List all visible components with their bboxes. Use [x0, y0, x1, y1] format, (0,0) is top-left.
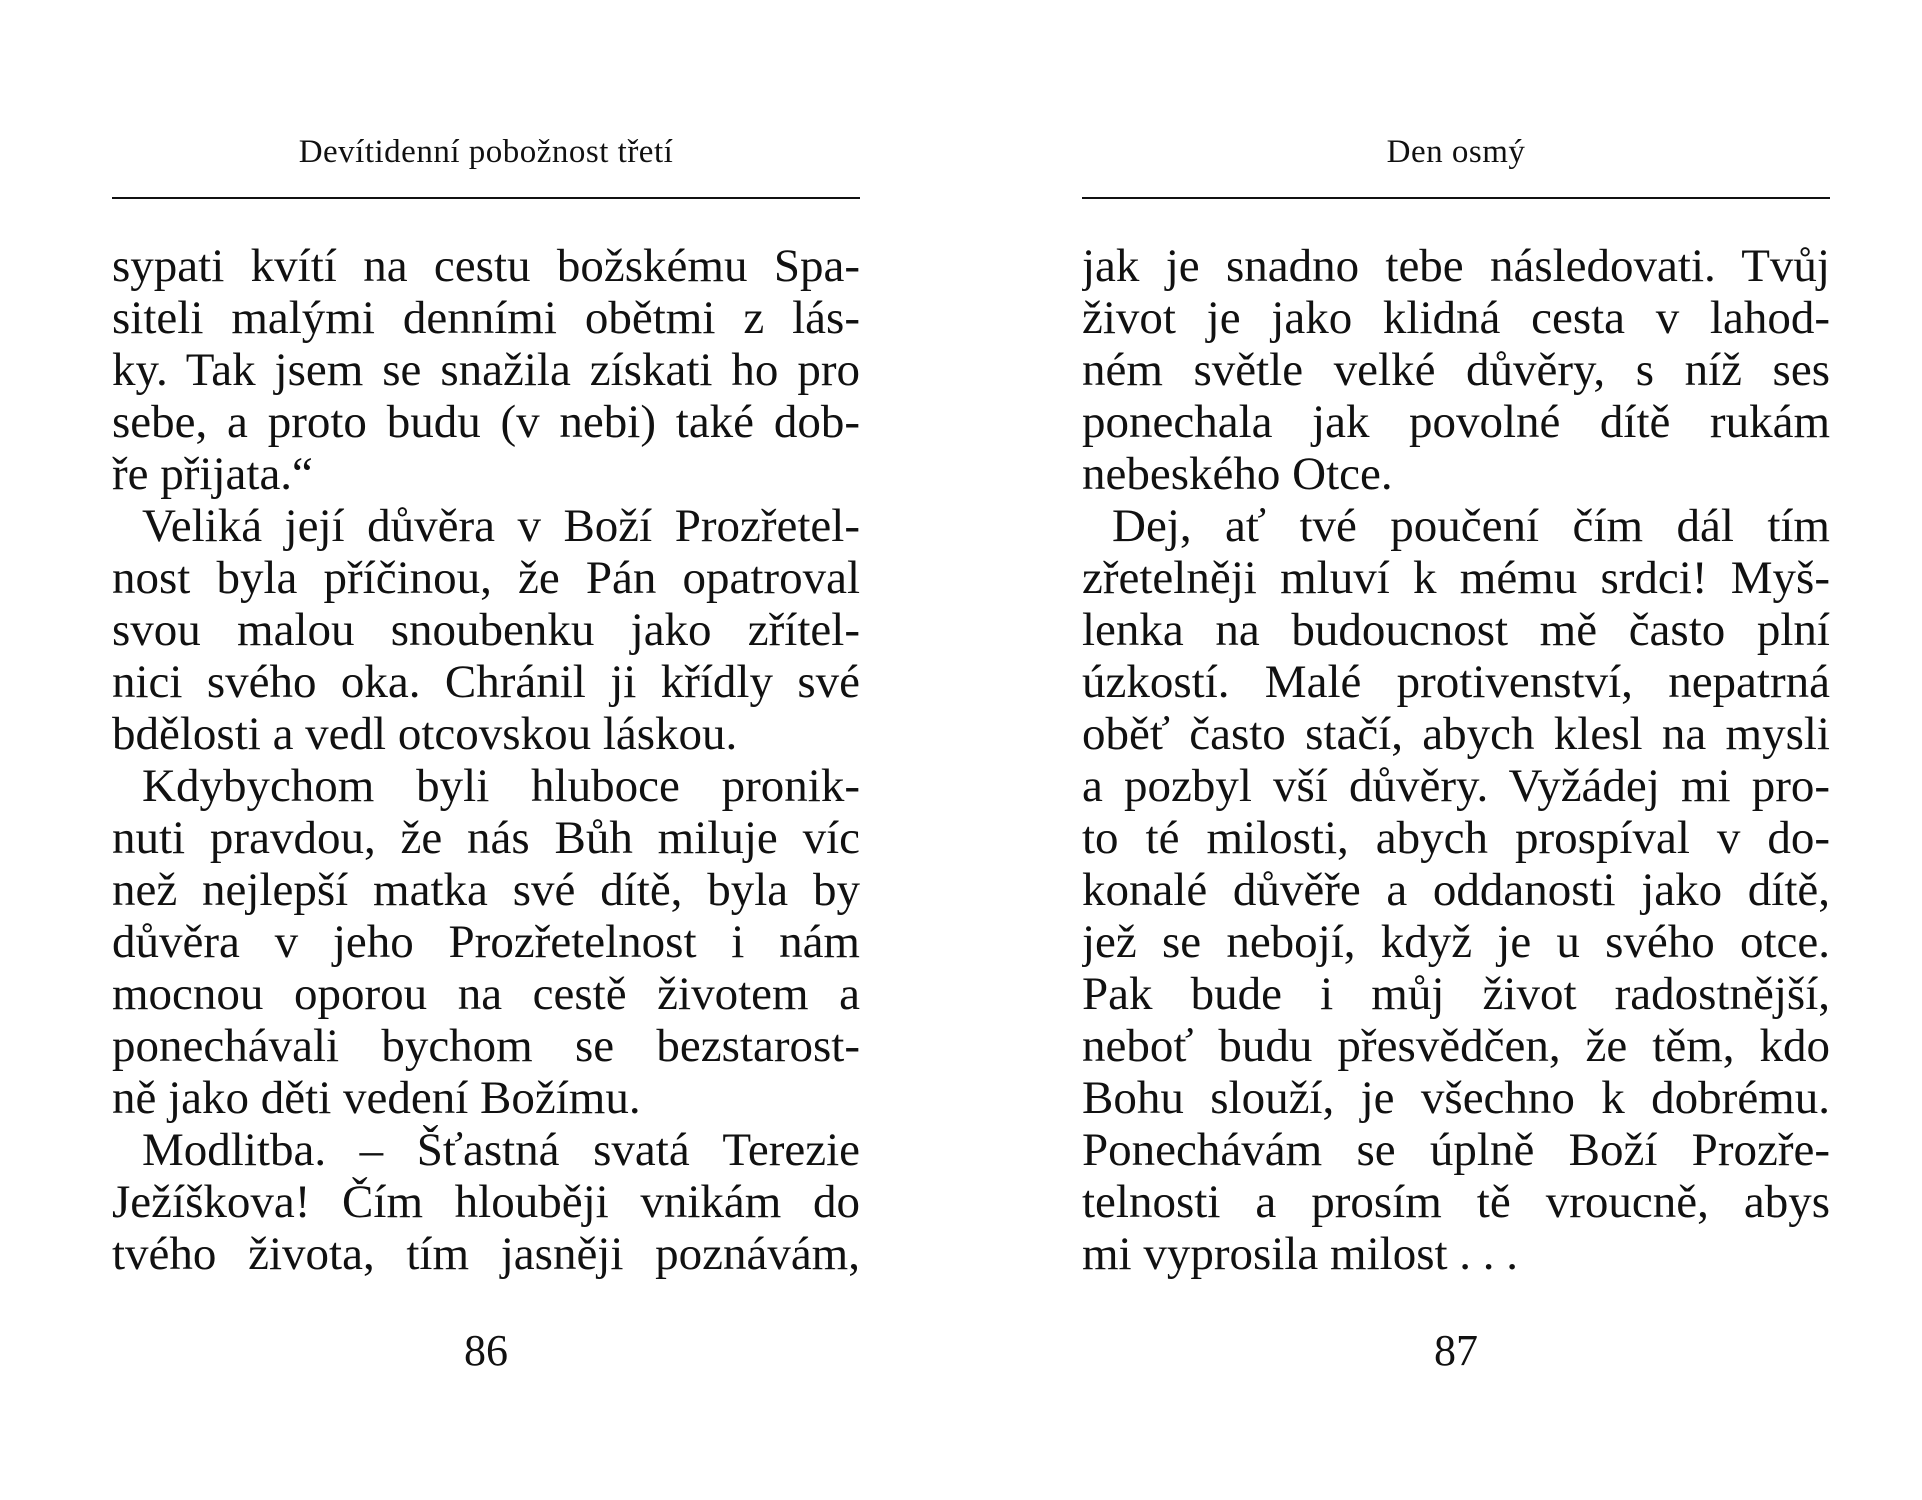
text-line: oběť často stačí, abych klesl na mysli [1082, 708, 1830, 760]
text-line: jež se nebojí, když je u svého otce. [1082, 916, 1830, 968]
text-line: tvého života, tím jasněji poznávám, [112, 1228, 860, 1280]
text-line: lenka na budoucnost mě často plní [1082, 604, 1830, 656]
text-line: zřetelněji mluví k mému srdci! Myš- [1082, 552, 1830, 604]
text-line: ponechala jak povolné dítě rukám [1082, 396, 1830, 448]
left-running-head: Devítidenní pobožnost třetí [298, 134, 674, 170]
text-line: důvěra v jeho Prozřetelnost i nám [112, 916, 860, 968]
text-line: siteli malými denními obětmi z lás- [112, 292, 860, 344]
text-line: ponechávali bychom se bezstarost- [112, 1020, 860, 1072]
text-line: mi vyprosila milost . . . [1082, 1228, 1519, 1280]
text-line: to té milosti, abych prospíval v do- [1082, 812, 1830, 864]
text-line: neboť budu přesvědčen, že těm, kdo [1082, 1020, 1830, 1072]
text-line: nost byla příčinou, že Pán opatroval [112, 552, 860, 604]
text-line: ře přijata.“ [112, 448, 313, 500]
text-line: Modlitba. – Šťastná svatá Terezie [142, 1124, 860, 1176]
text-line: ky. Tak jsem se snažila získati ho pro [112, 344, 860, 396]
text-line: Veliká její důvěra v Boží Prozřetel- [142, 500, 860, 552]
text-line: než nejlepší matka své dítě, byla by [112, 864, 860, 916]
right-body-text [1082, 240, 1830, 1280]
text-line: nebeského Otce. [1082, 448, 1393, 500]
text-line: sypati kvítí na cestu božskému Spa- [112, 240, 860, 292]
text-line: ném světle velké důvěry, s níž ses [1082, 344, 1830, 396]
text-line: ně jako děti vedení Božímu. [112, 1072, 641, 1124]
text-line: úzkostí. Malé protivenství, nepatrná [1082, 656, 1830, 708]
text-line: Pak bude i můj život radostnější, [1082, 968, 1830, 1020]
left-header-rule [112, 197, 860, 199]
right-running-head: Den osmý [1386, 134, 1526, 170]
text-line: sebe, a proto budu (v nebi) také dob- [112, 396, 860, 448]
left-body-text [112, 240, 860, 1280]
text-line: Bohu slouží, je všechno k dobrému. [1082, 1072, 1830, 1124]
right-header-rule [1082, 197, 1830, 199]
text-line: bdělosti a vedl otcovskou láskou. [112, 708, 738, 760]
text-line: svou malou snoubenku jako zřítel- [112, 604, 860, 656]
right-page [1082, 0, 1830, 1500]
right-page-number: 87 [1434, 1326, 1478, 1375]
text-line: a pozbyl vší důvěry. Vyžádej mi pro- [1082, 760, 1830, 812]
text-line: konalé důvěře a oddanosti jako dítě, [1082, 864, 1830, 916]
text-line: život je jako klidná cesta v lahod- [1082, 292, 1830, 344]
left-page [112, 0, 860, 1500]
text-line: telnosti a prosím tě vroucně, abys [1082, 1176, 1830, 1228]
left-page-number: 86 [464, 1326, 508, 1375]
text-line: nici svého oka. Chránil ji křídly své [112, 656, 860, 708]
text-line: Dej, ať tvé poučení čím dál tím [1112, 500, 1830, 552]
text-line: Kdybychom byli hluboce pronik- [142, 760, 860, 812]
text-line: Ponechávám se úplně Boží Prozře- [1082, 1124, 1830, 1176]
text-line: nuti pravdou, že nás Bůh miluje víc [112, 812, 860, 864]
text-line: mocnou oporou na cestě životem a [112, 968, 860, 1020]
text-line: Ježíškova! Čím hlouběji vnikám do [112, 1176, 860, 1228]
text-line: jak je snadno tebe následovati. Tvůj [1082, 240, 1830, 292]
